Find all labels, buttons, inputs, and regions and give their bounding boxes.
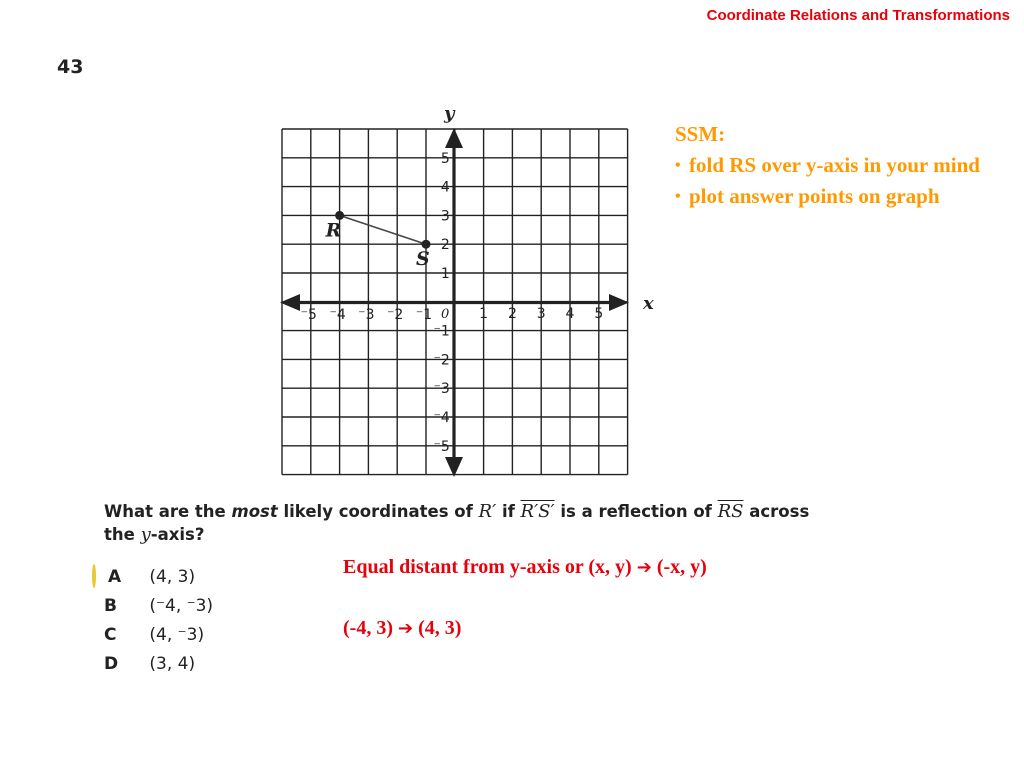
choice-value: (4, 3) xyxy=(149,567,196,587)
question-fragment: across xyxy=(749,502,810,521)
choice-a[interactable] xyxy=(104,563,213,592)
answer-note xyxy=(343,617,461,640)
x-axis-right-arrow xyxy=(609,294,629,311)
answer-from: (-4, 3) xyxy=(343,617,393,639)
slide-header: Coordinate Relations and Transformations xyxy=(706,7,1010,24)
arrow-icon: ➔ xyxy=(397,618,414,639)
x-tick-label: ⁻5 xyxy=(300,307,317,323)
arrow-icon: ➔ xyxy=(636,557,652,578)
x-tick-label: 1 xyxy=(479,306,489,322)
y-tick-label: ⁻3 xyxy=(433,381,450,398)
choice-value: (3, 4) xyxy=(149,654,196,674)
y-tick-label: ⁻4 xyxy=(433,410,450,426)
rule-result: (-x, y) xyxy=(656,556,707,578)
rule-text: Equal distant from y-axis or (x, y) xyxy=(343,556,632,578)
ssm-bullet: • fold RS over y-axis in your mind xyxy=(675,150,1015,181)
choice-b[interactable] xyxy=(104,592,213,621)
segment-rs-symbol: $\overline{RS}$ xyxy=(717,501,744,522)
x-axis-label: x xyxy=(643,293,654,314)
y-tick-label: 1 xyxy=(440,266,450,282)
x-tick-label: ⁻4 xyxy=(329,307,346,323)
y-tick-label: 5 xyxy=(440,150,450,167)
ssm-notes xyxy=(675,119,1015,212)
x-tick-label: ⁻2 xyxy=(387,307,404,323)
ssm-bullet: • plot answer points on graph xyxy=(675,181,1015,212)
y-tick-label: ⁻5 xyxy=(433,438,450,455)
y-tick-label: ⁻2 xyxy=(433,352,450,369)
ssm-title: SSM: xyxy=(675,122,726,146)
y-axis-label: y xyxy=(444,103,455,124)
y-axis-top-arrow xyxy=(445,128,463,148)
choice-value: (⁻4, ⁻3) xyxy=(149,596,214,616)
rule-note xyxy=(343,556,707,579)
segment-rs xyxy=(340,215,426,244)
x-tick-label: 3 xyxy=(536,306,546,322)
x-tick-label: 2 xyxy=(507,306,517,322)
question-fragment: What are the xyxy=(104,502,226,521)
y-tick-label: 4 xyxy=(440,179,450,196)
y-tick-label: ⁻1 xyxy=(433,323,450,340)
y-tick-label: 3 xyxy=(440,208,450,225)
choice-letter: A xyxy=(108,567,122,587)
question-fragment: likely coordinates of xyxy=(283,502,473,521)
choice-c[interactable] xyxy=(104,621,213,650)
question-fragment: is a reflection of xyxy=(560,502,712,521)
question-fragment: -axis? xyxy=(150,525,205,544)
x-tick-label: 4 xyxy=(565,306,575,322)
y-tick-label: 2 xyxy=(440,237,450,254)
question-emphasis: most xyxy=(231,502,278,521)
question-fragment: the xyxy=(104,525,135,544)
r-prime-symbol: R′ xyxy=(478,501,497,522)
choice-d[interactable] xyxy=(104,650,213,679)
point-r-label: R xyxy=(325,219,342,242)
x-tick-label: ⁻1 xyxy=(415,307,433,323)
answer-highlight xyxy=(92,564,96,588)
choice-letter: B xyxy=(104,596,117,616)
x-axis-left-arrow xyxy=(280,294,300,311)
choice-letter: C xyxy=(104,625,117,645)
y-symbol: y xyxy=(140,524,151,545)
x-tick-label: ⁻3 xyxy=(358,307,375,323)
answer-to: (4, 3) xyxy=(418,617,462,639)
x-tick-label: 5 xyxy=(594,306,604,322)
question-fragment: if xyxy=(501,502,515,521)
question-number: 43 xyxy=(57,56,84,78)
answer-choices xyxy=(104,563,213,679)
choice-value: (4, ⁻3) xyxy=(149,625,205,645)
choice-letter: D xyxy=(104,654,119,674)
point-s-label: S xyxy=(416,248,430,271)
segment-rs-prime-symbol: R′S′ xyxy=(520,501,555,522)
origin-label: 0 xyxy=(441,307,450,322)
question-text xyxy=(104,500,904,546)
